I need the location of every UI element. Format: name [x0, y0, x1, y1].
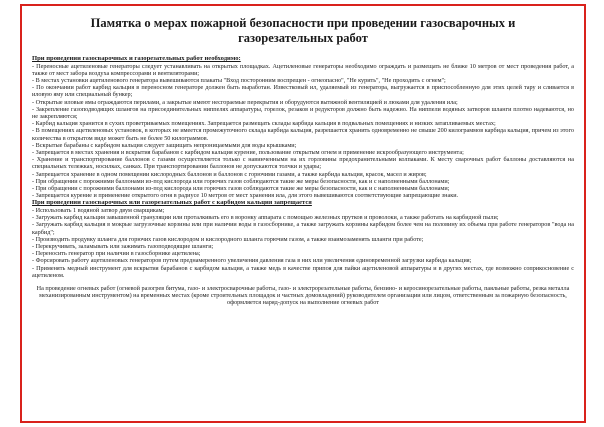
list-item: - Форсировать работу ацетиленовых генераторов путем преднамеренного увеличения давления газа в них или увеличения единовременной загрузки карбида кальция; [32, 257, 472, 265]
list-item: - Вскрытые барабаны с карбидом кальция следует защищать непроницаемыми для воды крышками; [32, 141, 297, 149]
title-line-1: Памятка о мерах пожарной безопасности при проведении газосварочных и [90, 16, 516, 30]
list-item: - Открытые иловые ямы ограждаются перилами, а закрытые имеют несгораемые перекрытия и оборудуются вытяжной вентиляцией и люками для удаления ила; [32, 98, 458, 106]
list-item: - Карбид кальция хранится в сухих проветриваемых помещениях. Запрещается размещать склады карбида кальция в подвальных помещениях и низких затапливаемых местах; [32, 120, 496, 128]
list-item: - Переносные ацетиленовые генераторы следует устанавливать на открытых площадках. Ацетиленовые генераторы необходимо ограждать и размещать не ближе 10 метров от мест проведения работ, а также от мест забора воздуха компрессорами и вентиляторами; [32, 62, 574, 77]
list-item: - Загружать карбид кальция в мокрые загрузочные корзины или при наличии воды в газосборнике, а также загружать корзины карбидом более чем на половину их объема при работе генераторов "вода на карбид"; [32, 221, 574, 236]
title-line-2: газорезательных работ [238, 31, 368, 45]
list-item: - При обращении с порожними баллонами из-под кислорода или горючих газов соблюдаются такие же меры безопасности, как и с наполненными баллонами; [32, 177, 450, 185]
list-item: - Производить продувку шланга для горючих газов кислородом и кислородного шланга горючим газом, а также взаимозаменять шланги при работе; [32, 235, 424, 243]
list-item: - В помещениях ацетиленовых установок, в которых не имеется промежуточного склада карбида кальция, разрешается хранить одновременно не свыше 200 килограммов карбида кальция, причем из этого количества в открытом виде может быть не более 50 килограммов. [32, 127, 574, 142]
list-item: - Переносить генератор при наличии в газосборнике ацетилена; [32, 250, 201, 258]
list-item: - Перекручивать, заламывать или зажимать газоподводящие шланги; [32, 243, 214, 251]
page-title [32, 16, 574, 46]
safety-memo-poster [20, 4, 586, 423]
list-item: - Использовать 1 водяной затвор двум сварщикам; [32, 207, 165, 215]
work-permit-note: На проведение огневых работ (огневой разогрев битума, газо- и электросварочные работы, газо- и электрорезательные работы, бензино- и керосинорезательные работы, паяльные работы, резка металла механизированным инструментом) на временных местах (кроме строительных площадок и частных домовладений) руководителем организации или лицом, ответственным за пожарную безопасность, оформляется наряд-допуск на выполнение огневых работ [36, 285, 570, 307]
required-measures-list [32, 63, 574, 200]
list-item: - Запрещается в местах хранения и вскрытия барабанов с карбидом кальция курение, пользование открытым огнем и применение искрообразующего инструмента; [32, 149, 464, 157]
list-item: - Запрещается хранение в одном помещении кислородных баллонов и баллонов с горючими газами, а также карбида кальция, красок, масел и жиров; [32, 170, 427, 178]
section-heading-required: При проведении газосварочных и газорезательных работ необходимо: [32, 55, 241, 62]
list-item: - Хранение и транспортирование баллонов с газами осуществляется только с навинченными на их горловины предохранительными колпаками. К месту сварочных работ баллоны доставляются на специальных тележках, носилках, санках. При транспортировании баллонов не допускаются толчки и удары; [32, 156, 574, 171]
list-item: - Закрепление газоподводящих шлангов на присоединительных ниппелях аппаратуры, горелок, резаков и редукторов должно быть надежно. На ниппели водяных затворов шланги плотно надеваются, но не закрепляются; [32, 105, 574, 121]
list-item: - Загружать карбид кальция завышенной грануляции или проталкивать его в воронку аппарата с помощью железных прутков и проволоки, а также работать на карбидной пыли; [32, 214, 499, 222]
list-item: - Применять медный инструмент для вскрытия барабанов с карбидом кальция, а также медь в качестве припоя для пайки ацетиленовой аппаратуры и в других местах, где возможно соприкосновение с ацетиленом. [32, 264, 574, 279]
list-item: - В местах установки ацетиленового генератора вывешиваются плакаты "Вход посторонним воспрещен - огнеопасно", "Не курить", "Не проходить с огнем"; [32, 77, 446, 84]
list-item: - При обращении с порожними баллонами из-под кислорода или горючих газов соблюдаются такие же меры безопасности, как и с наполненными баллонами; [32, 185, 450, 193]
section-heading-prohibited: При проведении газосварочных или газорезательных работ с карбидом кальция запрещается [32, 199, 312, 207]
list-item: - По окончании работ карбид кальция в переносном генераторе должен быть выработан. Известковый ил, удаляемый из генератора, выгружается в приспособленную для этих целей тару и сливается в иловую яму или специальный бункер; [32, 84, 574, 99]
prohibited-actions-list [32, 207, 574, 279]
list-item: - Запрещается курение и применение открытого огня в радиусе 10 метров от мест хранения ила, для этого вывешиваются соответствующие запрещающие знаки. [32, 192, 459, 200]
